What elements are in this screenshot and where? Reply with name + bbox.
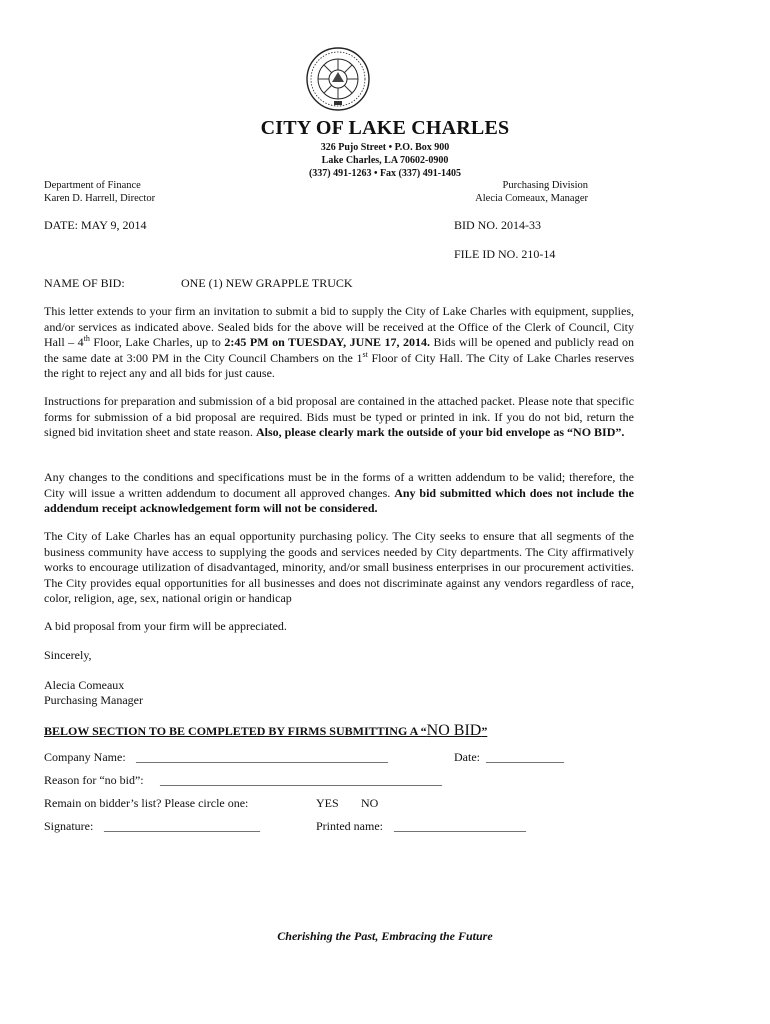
remain-on-list-label: Remain on bidder’s list? Please circle one:: [44, 796, 249, 810]
p3-addendum-warning: Any bid submitted which does not include the addendum receipt acknowledgement form will not be considered.: [44, 485, 635, 516]
date-label: Date:: [454, 750, 480, 764]
name-of-bid-value: ONE (1) NEW GRAPPLE TRUCK: [181, 276, 353, 290]
finance-department: [44, 179, 155, 205]
no-bid-heading: [44, 722, 487, 740]
no-bid-heading-end: ”: [481, 724, 488, 738]
p1-text-a: This letter extends to your firm an invitation to submit a bid to supply the City of Lake Charles with equipment, supplies, and/or services as indicated above. Sealed bids for the above will be received at the Office of the Clerk of Council, City Hall – 4: [44, 304, 634, 350]
footer-motto: Cherishing the Past, Embracing the Future: [277, 929, 493, 943]
p1-sup-th: th: [83, 334, 90, 344]
bid-number: BID NO. 2014-33: [454, 218, 541, 232]
p3-text: Any changes to the conditions and specifications must be in the forms of a written addendum to be valid; therefore, the City will issue a written addendum to document all approved changes.: [44, 470, 634, 500]
finance-dept-name: Department of Finance: [44, 180, 141, 191]
paragraph-equal-opportunity: The City of Lake Charles has an equal opportunity purchasing policy. The City seeks to ensure that all segments of the business community have access to supplying the goods and services needed by City departments. The City affirmatively works to encourage utilization of disadvantaged, minority, and/or small business enterprises in our procurement activities. The City provides equal opportunities for all businesses and does not discriminate against any vendors regardless of race, color, religion, age, sex, national origin or handicap: [44, 529, 634, 606]
p1-deadline: 2:45 PM on TUESDAY, JUNE 17, 2014.: [224, 335, 431, 350]
finance-director: Karen D. Harrell, Director: [44, 193, 156, 204]
closing-sincerely: Sincerely,: [44, 648, 92, 662]
purchasing-manager: Alecia Comeaux, Manager: [475, 193, 588, 204]
file-id: FILE ID NO. 210-14: [454, 247, 556, 261]
option-no[interactable]: NO: [361, 796, 379, 810]
signer-title: Purchasing Manager: [44, 693, 143, 707]
letter-date: DATE: MAY 9, 2014: [44, 218, 147, 232]
p2-text: Instructions for preparation and submission of a bid proposal are contained in the attached packet. Please note that specific forms for submission of a bid proposal are required. Bids must be typed or printed in ink. If you do not bid, return the signed bid invitation sheet and state reason.: [44, 394, 634, 440]
p2-no-bid-note: Also, please clearly mark the outside of your bid envelope as “NO BID”.: [255, 425, 625, 440]
p1-sup-st: st: [362, 349, 368, 359]
p1-text-d: Floor of City Hall. The City of Lake Charles reserves the right to reject any and all bids for just cause.: [44, 350, 635, 381]
address-line-2: Lake Charles, LA 70602-0900: [321, 155, 449, 166]
printed-name-label: Printed name:: [316, 819, 383, 833]
paragraph-instructions: [44, 394, 634, 441]
signature-field[interactable]: __________________________: [104, 819, 260, 833]
no-bid-heading-text: BELOW SECTION TO BE COMPLETED BY FIRMS SUBMITTING A “: [44, 724, 427, 738]
signer-name: Alecia Comeaux: [44, 678, 125, 692]
option-yes[interactable]: YES: [316, 796, 339, 810]
p1-text-c: Bids will be opened and publicly read on the same date at 3:00 PM in the City Council Chambers on the 1: [44, 335, 634, 365]
paragraph-appreciation: A bid proposal from your firm will be appreciated.: [44, 619, 287, 633]
no-bid-heading-big: NO BID: [426, 722, 482, 739]
paragraph-addendum: [44, 470, 634, 517]
city-title: CITY OF LAKE CHARLES: [260, 117, 510, 139]
address-line-1: 326 Pujo Street • P.O. Box 900: [320, 142, 450, 153]
company-name-label: Company Name:: [44, 750, 126, 764]
p1-text-b: Floor, Lake Charles, up to: [89, 335, 225, 350]
printed-name-field[interactable]: ______________________: [394, 819, 526, 833]
date-field[interactable]: _____________: [486, 750, 564, 764]
signature-label: Signature:: [44, 819, 94, 833]
phone-fax-line: (337) 491-1263 • Fax (337) 491-1405: [308, 168, 462, 179]
city-seal-icon: [305, 46, 371, 112]
reason-label: Reason for “no bid”:: [44, 773, 144, 787]
name-of-bid-label: NAME OF BID:: [44, 276, 125, 290]
reason-field[interactable]: _______________________________________________: [160, 773, 442, 787]
paragraph-invitation: [44, 304, 634, 382]
company-name-field[interactable]: __________________________________________: [136, 750, 388, 764]
purchasing-division: [475, 179, 588, 205]
purchasing-dept-name: Purchasing Division: [502, 180, 588, 191]
